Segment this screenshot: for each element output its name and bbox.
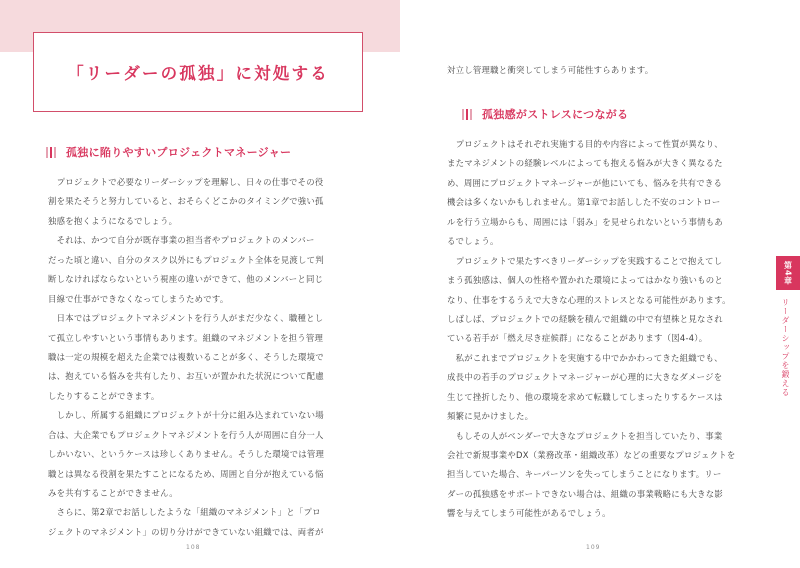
body-line: 頻繁に見かけました。 xyxy=(447,411,534,422)
body-line: 会社で新規事業やDX（業務改革・組織改革）などの重要なプロジェクトを xyxy=(447,450,736,460)
right-page-number: 109 xyxy=(586,544,601,551)
body-line: またマネジメントの経験レベルによっても抱える悩みが大きく異なるた xyxy=(447,158,723,169)
body-line: だった頃と違い、自分のタスク以外にもプロジェクト全体を見渡して判 xyxy=(48,254,324,265)
body-line: プロジェクトで果たすべきリーダーシップを実践することで抱えてし xyxy=(447,255,723,266)
left-page-number: 108 xyxy=(186,544,201,551)
body-line: 機会は多くないかもしれません。第1章でお話しした不安のコントロー xyxy=(447,197,721,208)
body-line: ジェクトのマネジメント」の切り分けができていない組織では、両者が xyxy=(48,526,324,537)
body-line: 独感を抱くようになるでしょう。 xyxy=(48,215,178,226)
left-body-text xyxy=(48,173,324,542)
body-line: 割を果たそうと努力していると、おそらくどこかのタイミングで強い孤 xyxy=(48,196,324,207)
body-line: プロジェクトで必要なリーダーシップを理解し、日々の仕事でその役 xyxy=(48,177,324,187)
right-section-heading xyxy=(462,106,628,122)
body-line: 私がこれまでプロジェクトを実施する中でかかわってきた組織でも、 xyxy=(447,352,723,363)
body-line: るでしょう。 xyxy=(447,236,499,247)
right-intro-line: 対立し管理職と衝突してしまう可能性すらあります。 xyxy=(447,65,654,75)
chapter-side-title: リーダーシップを鍛える xyxy=(781,298,790,397)
body-line: みを共有することができません。 xyxy=(48,488,178,498)
chapter-title-box xyxy=(33,32,363,112)
body-line: 担当していた場合、キーパーソンを失ってしまうことになります。リー xyxy=(447,469,722,480)
body-line: まう孤独感は、個人の性格や置かれた環境によってはかなり強いものと xyxy=(447,275,723,286)
body-line: さらに、第2章でお話ししたような「組織のマネジメント」と「プロ xyxy=(48,507,321,518)
body-line: 断しなければならないという視座の違いができて、他のメンバーと同じ xyxy=(48,274,324,285)
body-line: しかいない、というケースは珍しくありません。そうした環境では管理 xyxy=(48,449,325,460)
body-line: ルを行う立場からも、周囲には「弱み」を見せられないという事情もあ xyxy=(447,216,723,227)
chapter-title: 「リーダーの孤独」に対処する xyxy=(67,64,329,83)
heading-bar-icon xyxy=(46,147,56,158)
heading-bar-icon xyxy=(462,109,472,120)
right-section-heading-text: 孤独感がストレスにつながる xyxy=(482,108,629,121)
right-intro xyxy=(447,61,653,80)
body-line: しかし、所属する組織にプロジェクトが十分に組み込まれていない場 xyxy=(48,410,324,421)
body-line: ている若手が「燃え尽き症候群」になることがあります（図4-4）。 xyxy=(447,333,708,344)
left-section-heading xyxy=(46,144,291,160)
body-line: 職は一定の規模を超えた企業では複数いることが多く、そうした環境で xyxy=(48,351,324,362)
left-section-heading-text: 孤独に陥りやすいプロジェクトマネージャー xyxy=(66,146,292,159)
body-line: 合は、大企業でもプロジェクトマネジメントを行う人が周囲に自分一人 xyxy=(48,429,324,440)
right-body-text xyxy=(447,135,736,524)
body-line: 成長中の若手のプロジェクトマネージャーが心理的に大きなダメージを xyxy=(447,372,723,383)
chapter-tab: 第4章 xyxy=(776,256,800,290)
body-line: もしその人がベンダーで大きなプロジェクトを担当していたり、事業 xyxy=(447,430,723,441)
body-line: ダーの孤独感をサポートできない場合は、組織の事業戦略にも大きな影 xyxy=(447,488,723,499)
body-line: プロジェクトはそれぞれ実施する目的や内容によって性質が異なり、 xyxy=(447,139,723,149)
body-line: それは、かつて自分が既存事業の担当者やプロジェクトのメンバー xyxy=(48,235,315,246)
body-line: 目線で仕事ができなくなってしまうためです。 xyxy=(48,293,229,304)
body-line: 生じて挫折したり、他の環境を求めて転職してしまったりするケースは xyxy=(447,391,723,402)
body-line: 響を与えてしまう可能性があるでしょう。 xyxy=(447,508,611,519)
body-line: なり、仕事をするうえで大きな心理的ストレスとなる可能性があります。 xyxy=(447,294,731,305)
body-line: め、周囲にプロジェクトマネージャーが他にいても、悩みを共有できる xyxy=(447,177,723,188)
body-line: 職とは異なる役割を果たすことになるため、周囲と自分が抱えている悩 xyxy=(48,468,324,479)
right-page xyxy=(400,0,800,568)
body-line: しばしば、プロジェクトでの経験を積んで組織の中で有望株と見なされ xyxy=(447,313,723,324)
body-line: したりすることができます。 xyxy=(48,390,160,401)
body-line: は、抱えている悩みを共有したり、お互いが置かれた状況について配慮 xyxy=(48,371,324,382)
body-line: て孤立しやすいという事情もあります。組織のマネジメントを担う管理 xyxy=(48,332,324,343)
body-line: 日本ではプロジェクトマネジメントを行う人がまだ少なく、職種とし xyxy=(48,313,324,324)
